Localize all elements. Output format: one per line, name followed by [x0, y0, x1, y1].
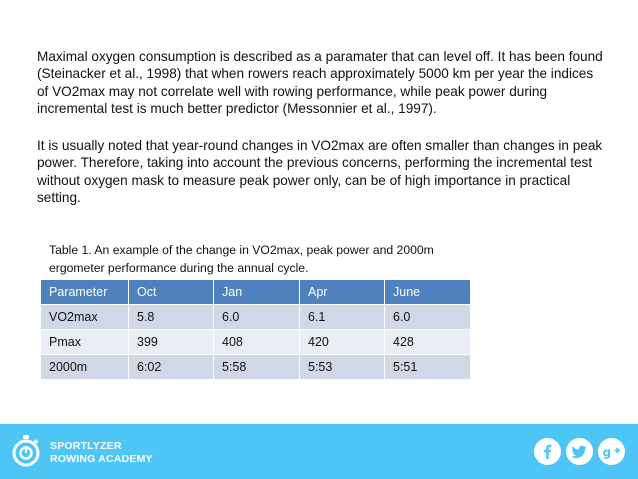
header-apr: Apr	[300, 280, 385, 305]
table-cell: 399	[129, 330, 214, 355]
header-oct: Oct	[129, 280, 214, 305]
brand-name	[50, 440, 153, 466]
paragraph-peak-power: It is usually noted that year-round changes in VO2max are often smaller than changes in peak power. Therefore, taking into account the previous concerns, performing the incremental test without oxygen mask to measure peak power only, can be of high importance in practical setting.	[37, 138, 603, 205]
table-cell: 428	[385, 330, 471, 355]
brand-line-1: SPORTLYZER	[50, 440, 122, 452]
facebook-icon[interactable]	[534, 438, 561, 465]
twitter-icon[interactable]	[566, 438, 593, 465]
paragraph-vo2max-intro: Maximal oxygen consumption is described as a paramater that can level off. It has been found (Steinacker et al., 1998) that when rowers reach approximately 5000 km per year the indices of VO2max may not correlate well with rowing performance, while peak power during incremental test is much better predictor (Messonnier et al., 1997).	[37, 49, 603, 116]
svg-text:g: g	[602, 445, 612, 460]
table-cell: 5.8	[129, 305, 214, 330]
table-cell: 6.0	[385, 305, 471, 330]
header-parameter: Parameter	[41, 280, 129, 305]
header-jan: Jan	[214, 280, 300, 305]
table-cell: 5:53	[300, 355, 385, 380]
table-cell: 6.0	[214, 305, 300, 330]
table-cell: VO2max	[41, 305, 129, 330]
header-june: June	[385, 280, 471, 305]
google-plus-icon[interactable]	[598, 438, 625, 465]
table-cell: Pmax	[41, 330, 129, 355]
table-row	[41, 330, 471, 355]
brand-line-2: ROWING ACADEMY	[50, 453, 153, 465]
stopwatch-icon	[10, 434, 42, 468]
table-cell: 6:02	[129, 355, 214, 380]
table-row	[41, 355, 471, 380]
table-cell: 5:51	[385, 355, 471, 380]
table-caption: Table 1. An example of the change in VO2max, peak power and 2000m ergometer performance during the annual cycle.	[49, 243, 434, 275]
table-cell: 408	[214, 330, 300, 355]
footer-bar	[0, 424, 638, 479]
table-header-row	[41, 280, 471, 305]
table-cell: 5:58	[214, 355, 300, 380]
table-row	[41, 305, 471, 330]
table-cell: 6.1	[300, 305, 385, 330]
table-cell: 2000m	[41, 355, 129, 380]
data-table	[40, 279, 471, 380]
table-cell: 420	[300, 330, 385, 355]
